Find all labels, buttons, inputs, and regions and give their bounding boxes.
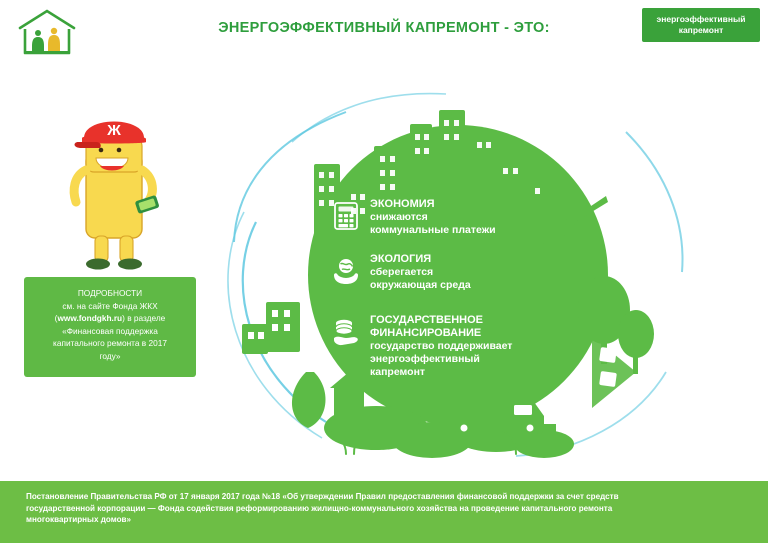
badge-label: энергоэффективный капремонт (656, 14, 746, 35)
info-line-4: «Финансовая поддержка (62, 325, 158, 336)
paren-open: ( (54, 313, 58, 324)
fund-website-link[interactable]: www.fondgkh.ru (57, 313, 123, 324)
page-title: ЭНЕРГОЭФФЕКТИВНЫЙ КАПРЕМОНТ - ЭТО: (218, 20, 550, 36)
benefit-title: ЭКОНОМИЯ (370, 198, 435, 210)
info-line-3 (32, 312, 188, 325)
list-item (330, 198, 560, 237)
footer-line-3: многоквартирных домов» (26, 515, 131, 525)
footer-line-1: Постановление Правительства РФ от 17 января 2017 года №18 «Об утверждении Правил предоставления финансовой поддержки за счет средств (26, 492, 619, 501)
benefit-text-line-2: окружающая среда (370, 279, 471, 291)
details-info-box (24, 277, 196, 377)
status-badge (642, 8, 760, 42)
benefit-text-line-2: коммунальные платежи (370, 224, 496, 236)
info-line-5: капитального ремонта в 2017 (53, 338, 167, 349)
benefits-list (330, 198, 560, 395)
info-line-1: ПОДРОБНОСТИ (77, 288, 143, 298)
benefit-text-line-1: сберегается (370, 266, 434, 278)
hands-holding-earth-icon (330, 255, 362, 287)
benefit-text-line-1: государство поддерживает (370, 340, 513, 352)
benefit-text-line-2: энергоэффективный (370, 353, 480, 365)
benefit-title-line-2: ФИНАНСИРОВАНИЕ (370, 327, 482, 339)
footer-legal-note (0, 481, 768, 543)
list-item (330, 314, 560, 379)
benefit-text-line-3: капремонт (370, 366, 426, 378)
calculator-icon (330, 200, 362, 232)
footer-line-2: государственной корпорации — Фонда содействия реформированию жилищно-коммунального хозяйства на проведение капитального ремонта (26, 503, 613, 513)
benefit-text-line-1: снижаются (370, 211, 428, 223)
info-line-6: году» (99, 350, 121, 361)
utility-worker-mascot (60, 98, 175, 273)
mascot-illustration (60, 98, 175, 273)
coins-stack-icon (330, 316, 362, 348)
list-item (330, 253, 560, 292)
benefit-title: ЭКОЛОГИЯ (370, 253, 432, 265)
info-line-3-suffix: ) в разделе (122, 313, 166, 324)
svg-text:Ж: Ж (107, 122, 121, 139)
info-line-2: см. на сайте Фонда ЖКХ (62, 300, 158, 311)
benefit-title-line-1: ГОСУДАРСТВЕННОЕ (370, 314, 484, 326)
